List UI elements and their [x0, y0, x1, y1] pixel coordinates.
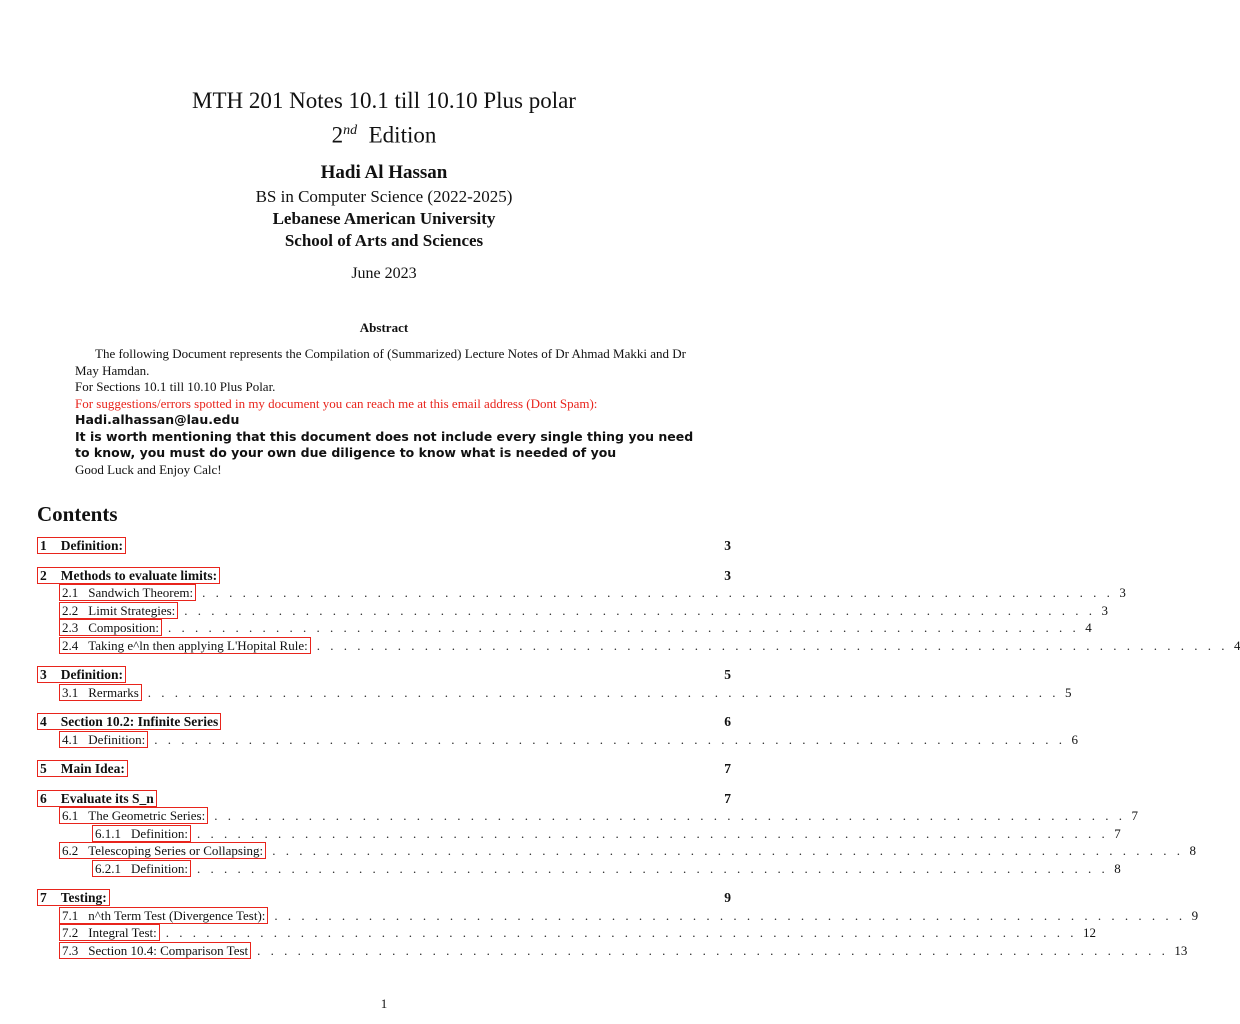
toc-link[interactable] — [59, 807, 208, 824]
toc-number: 7.1 — [62, 907, 79, 923]
toc-page: 3 — [724, 538, 731, 553]
toc-section-3[interactable] — [37, 666, 731, 684]
toc-link[interactable] — [92, 825, 191, 842]
toc-leader: . . . . . . . . . . . . . . . . . . . . . . . . . . . . . . . . . . . . . . . . . . . . . . . . . . . . . . . . . . . . . . . . . . . . — [274, 907, 1186, 923]
toc-number: 6.1 — [62, 808, 79, 824]
toc-number: 2.2 — [62, 602, 79, 618]
author-degree: BS in Computer Science (2022-2025) — [255, 187, 513, 206]
toc-number: 7 — [40, 890, 47, 906]
toc-page: 7 — [724, 761, 731, 776]
toc-number: 6.1.1 — [95, 825, 121, 841]
toc-subsection-2-1[interactable] — [37, 584, 1126, 602]
toc-leader: . . . . . . . . . . . . . . . . . . . . . . . . . . . . . . . . . . . . . . . . . . . . . . . . . . . . . . . . . . . . . . . . . . . . — [197, 860, 1109, 876]
toc-subsection-2-4[interactable] — [37, 637, 1240, 655]
toc-label: Telescoping Series or Collapsing: — [88, 843, 264, 859]
toc-section-6[interactable] — [37, 790, 731, 808]
toc-number: 4 — [40, 714, 47, 730]
toc-leader: . . . . . . . . . . . . . . . . . . . . . . . . . . . . . . . . . . . . . . . . . . . . . . . . . . . . . . . . . . . . . . . . . . . . — [202, 585, 1114, 600]
abstract-body — [75, 346, 695, 478]
abstract-paragraph-2: For Sections 10.1 till 10.10 Plus Polar. — [75, 379, 276, 394]
toc-number: 1 — [40, 538, 47, 554]
toc-page: 12 — [1083, 925, 1097, 940]
toc-link[interactable] — [37, 666, 126, 683]
toc-number: 2 — [40, 567, 47, 583]
toc-page: 8 — [1189, 843, 1196, 858]
toc-leader: . . . . . . . . . . . . . . . . . . . . . . . . . . . . . . . . . . . . . . . . . . . . . . . . . . . . . . . . . . . . . . . . . . . . — [184, 602, 1096, 618]
abstract-closing: Good Luck and Enjoy Calc! — [75, 461, 222, 477]
toc-number: 5 — [40, 761, 47, 777]
title-line-2 — [0, 116, 768, 151]
toc-leader: . . . . . . . . . . . . . . . . . . . . . . . . . . . . . . . . . . . . . . . . . . . . . . . . . . . . . . . . . . . . . . . . . . . . — [165, 925, 1078, 940]
toc-section-5[interactable] — [37, 760, 731, 778]
toc-subsection-7-1[interactable] — [37, 907, 1199, 925]
toc-page: 6 — [1071, 731, 1079, 747]
toc-label: Composition: — [88, 620, 160, 636]
toc-label: Section 10.2: Infinite Series — [60, 714, 219, 730]
toc-page: 5 — [1065, 684, 1072, 700]
toc-leader: . . . . . . . . . . . . . . . . . . . . . . . . . . . . . . . . . . . . . . . . . . . . . . . . . . . . . . . . . . . . . . . . . . . . — [257, 942, 1169, 958]
contents-heading: Contents — [37, 502, 118, 526]
toc-number: 7.3 — [62, 942, 79, 958]
toc-label: Definition: — [60, 538, 123, 554]
toc-link[interactable] — [37, 713, 221, 730]
toc-number: 3.1 — [62, 684, 79, 700]
abstract-contact-note: For suggestions/errors spotted in my document you can reach me at this email address (Dont Spam): — [75, 395, 598, 411]
toc-number: 4.1 — [62, 731, 79, 747]
page-number: 1 — [380, 996, 388, 1011]
toc-label: The Geometric Series: — [88, 808, 206, 824]
toc-label: Integral Test: — [88, 925, 157, 941]
toc-link[interactable] — [59, 731, 148, 748]
document-title — [0, 86, 768, 151]
contact-email: Hadi.alhassan@lau.edu — [75, 412, 240, 427]
toc-page: 7 — [1131, 808, 1138, 823]
toc-page: 5 — [724, 667, 731, 682]
toc-page: 13 — [1174, 942, 1188, 958]
toc-link[interactable] — [59, 842, 266, 859]
author-name: Hadi Al Hassan — [320, 162, 448, 183]
toc-page: 7 — [724, 790, 731, 806]
toc-section-1[interactable] — [37, 537, 731, 555]
toc-subsection-7-3[interactable] — [37, 942, 1188, 960]
toc-page: 9 — [1191, 907, 1199, 923]
edition-superscript: nd — [343, 123, 358, 138]
toc-label: Definition: — [60, 667, 123, 683]
toc-page: 4 — [1233, 637, 1240, 653]
toc-subsubsection-6-1-1[interactable] — [37, 825, 1121, 843]
toc-link[interactable] — [59, 637, 311, 654]
abstract-warning: It is worth mentioning that this document does not include every single thing you need to know, you must do your own due diligence to know what is needed of you — [75, 428, 694, 460]
toc-link[interactable] — [37, 760, 128, 777]
toc-leader: . . . . . . . . . . . . . . . . . . . . . . . . . . . . . . . . . . . . . . . . . . . . . . . . . . . . . . . . . . . . . . . . . . . . — [147, 684, 1060, 700]
toc-label: Main Idea: — [60, 761, 125, 777]
toc-link[interactable] — [37, 567, 220, 584]
document-date: June 2023 — [351, 265, 417, 282]
toc-number: 2.3 — [62, 620, 79, 636]
school-name: School of Arts and Sciences — [284, 231, 484, 250]
toc-page: 3 — [1101, 602, 1109, 618]
toc-number: 6.2 — [62, 843, 79, 859]
toc-page: 4 — [1085, 620, 1092, 635]
toc-link[interactable] — [37, 537, 126, 554]
toc-label: Definition: — [88, 731, 146, 747]
edition-word: Edition — [368, 122, 437, 148]
toc-link[interactable] — [59, 684, 142, 701]
toc-label: Testing: — [60, 890, 107, 906]
table-of-contents — [37, 537, 1240, 959]
toc-leader: . . . . . . . . . . . . . . . . . . . . . . . . . . . . . . . . . . . . . . . . . . . . . . . . . . . . . . . . . . . . . . . . . . . . — [316, 637, 1228, 653]
toc-leader: . . . . . . . . . . . . . . . . . . . . . . . . . . . . . . . . . . . . . . . . . . . . . . . . . . . . . . . . . . . . . . . . . . . . — [154, 731, 1066, 747]
toc-label: n^th Term Test (Divergence Test): — [88, 907, 266, 923]
toc-page: 8 — [1114, 860, 1121, 876]
toc-subsection-2-3[interactable] — [37, 619, 1092, 637]
toc-link[interactable] — [37, 889, 110, 906]
edition-number: 2 — [331, 122, 344, 148]
toc-subsection-2-2[interactable] — [37, 602, 1109, 620]
toc-section-2[interactable] — [37, 567, 731, 585]
toc-subsubsection-6-2-1[interactable] — [37, 860, 1121, 878]
toc-number: 3 — [40, 667, 47, 683]
toc-number: 2.4 — [62, 637, 79, 653]
toc-leader: . . . . . . . . . . . . . . . . . . . . . . . . . . . . . . . . . . . . . . . . . . . . . . . . . . . . . . . . . . . . . . . . . . . . — [272, 843, 1184, 858]
toc-label: Methods to evaluate limits: — [60, 567, 218, 583]
toc-number: 2.1 — [62, 585, 79, 601]
toc-section-4[interactable] — [37, 713, 731, 731]
toc-page: 3 — [1119, 585, 1126, 600]
toc-subsection-3-1[interactable] — [37, 684, 1072, 702]
toc-link[interactable] — [59, 619, 162, 636]
toc-label: Rermarks — [88, 684, 139, 700]
university-name: Lebanese American University — [272, 209, 496, 228]
toc-leader: . . . . . . . . . . . . . . . . . . . . . . . . . . . . . . . . . . . . . . . . . . . . . . . . . . . . . . . . . . . . . . . . . . . . — [197, 825, 1109, 841]
toc-label: Taking e^ln then applying L'Hopital Rule: — [88, 637, 308, 653]
toc-page: 3 — [724, 567, 731, 583]
toc-number: 6.2.1 — [95, 860, 121, 876]
toc-link[interactable] — [59, 907, 268, 924]
toc-link[interactable] — [92, 860, 191, 877]
toc-link[interactable] — [59, 942, 251, 959]
toc-number: 6 — [40, 790, 47, 806]
toc-section-7[interactable] — [37, 889, 731, 907]
toc-subsection-6-1[interactable] — [37, 807, 1138, 825]
toc-link[interactable] — [59, 924, 160, 941]
toc-page: 6 — [724, 714, 731, 729]
toc-page: 7 — [1114, 825, 1121, 841]
toc-link[interactable] — [59, 602, 178, 619]
abstract-heading: Abstract — [359, 320, 409, 335]
toc-label: Limit Strategies: — [88, 602, 176, 618]
toc-link[interactable] — [59, 584, 196, 601]
toc-subsection-7-2[interactable] — [37, 924, 1097, 942]
toc-label: Evaluate its S_n — [60, 790, 154, 806]
toc-subsection-4-1[interactable] — [37, 731, 1079, 749]
toc-label: Definition: — [131, 860, 189, 876]
toc-subsection-6-2[interactable] — [37, 842, 1196, 860]
toc-label: Definition: — [131, 825, 189, 841]
abstract-paragraph-1: The following Document represents the Compilation of (Summarized) Lecture Notes of Dr Ahmad Makki and Dr May Hamdan. — [75, 346, 686, 378]
toc-leader: . . . . . . . . . . . . . . . . . . . . . . . . . . . . . . . . . . . . . . . . . . . . . . . . . . . . . . . . . . . . . . . . . . . . — [168, 620, 1080, 635]
toc-number: 7.2 — [62, 925, 79, 941]
toc-label: Section 10.4: Comparison Test — [88, 942, 249, 958]
toc-link[interactable] — [37, 790, 157, 807]
title-line-1: MTH 201 Notes 10.1 till 10.10 Plus polar — [192, 88, 576, 113]
toc-page: 9 — [724, 890, 731, 905]
toc-leader: . . . . . . . . . . . . . . . . . . . . . . . . . . . . . . . . . . . . . . . . . . . . . . . . . . . . . . . . . . . . . . . . . . . . — [214, 808, 1126, 823]
toc-label: Sandwich Theorem: — [88, 585, 194, 601]
